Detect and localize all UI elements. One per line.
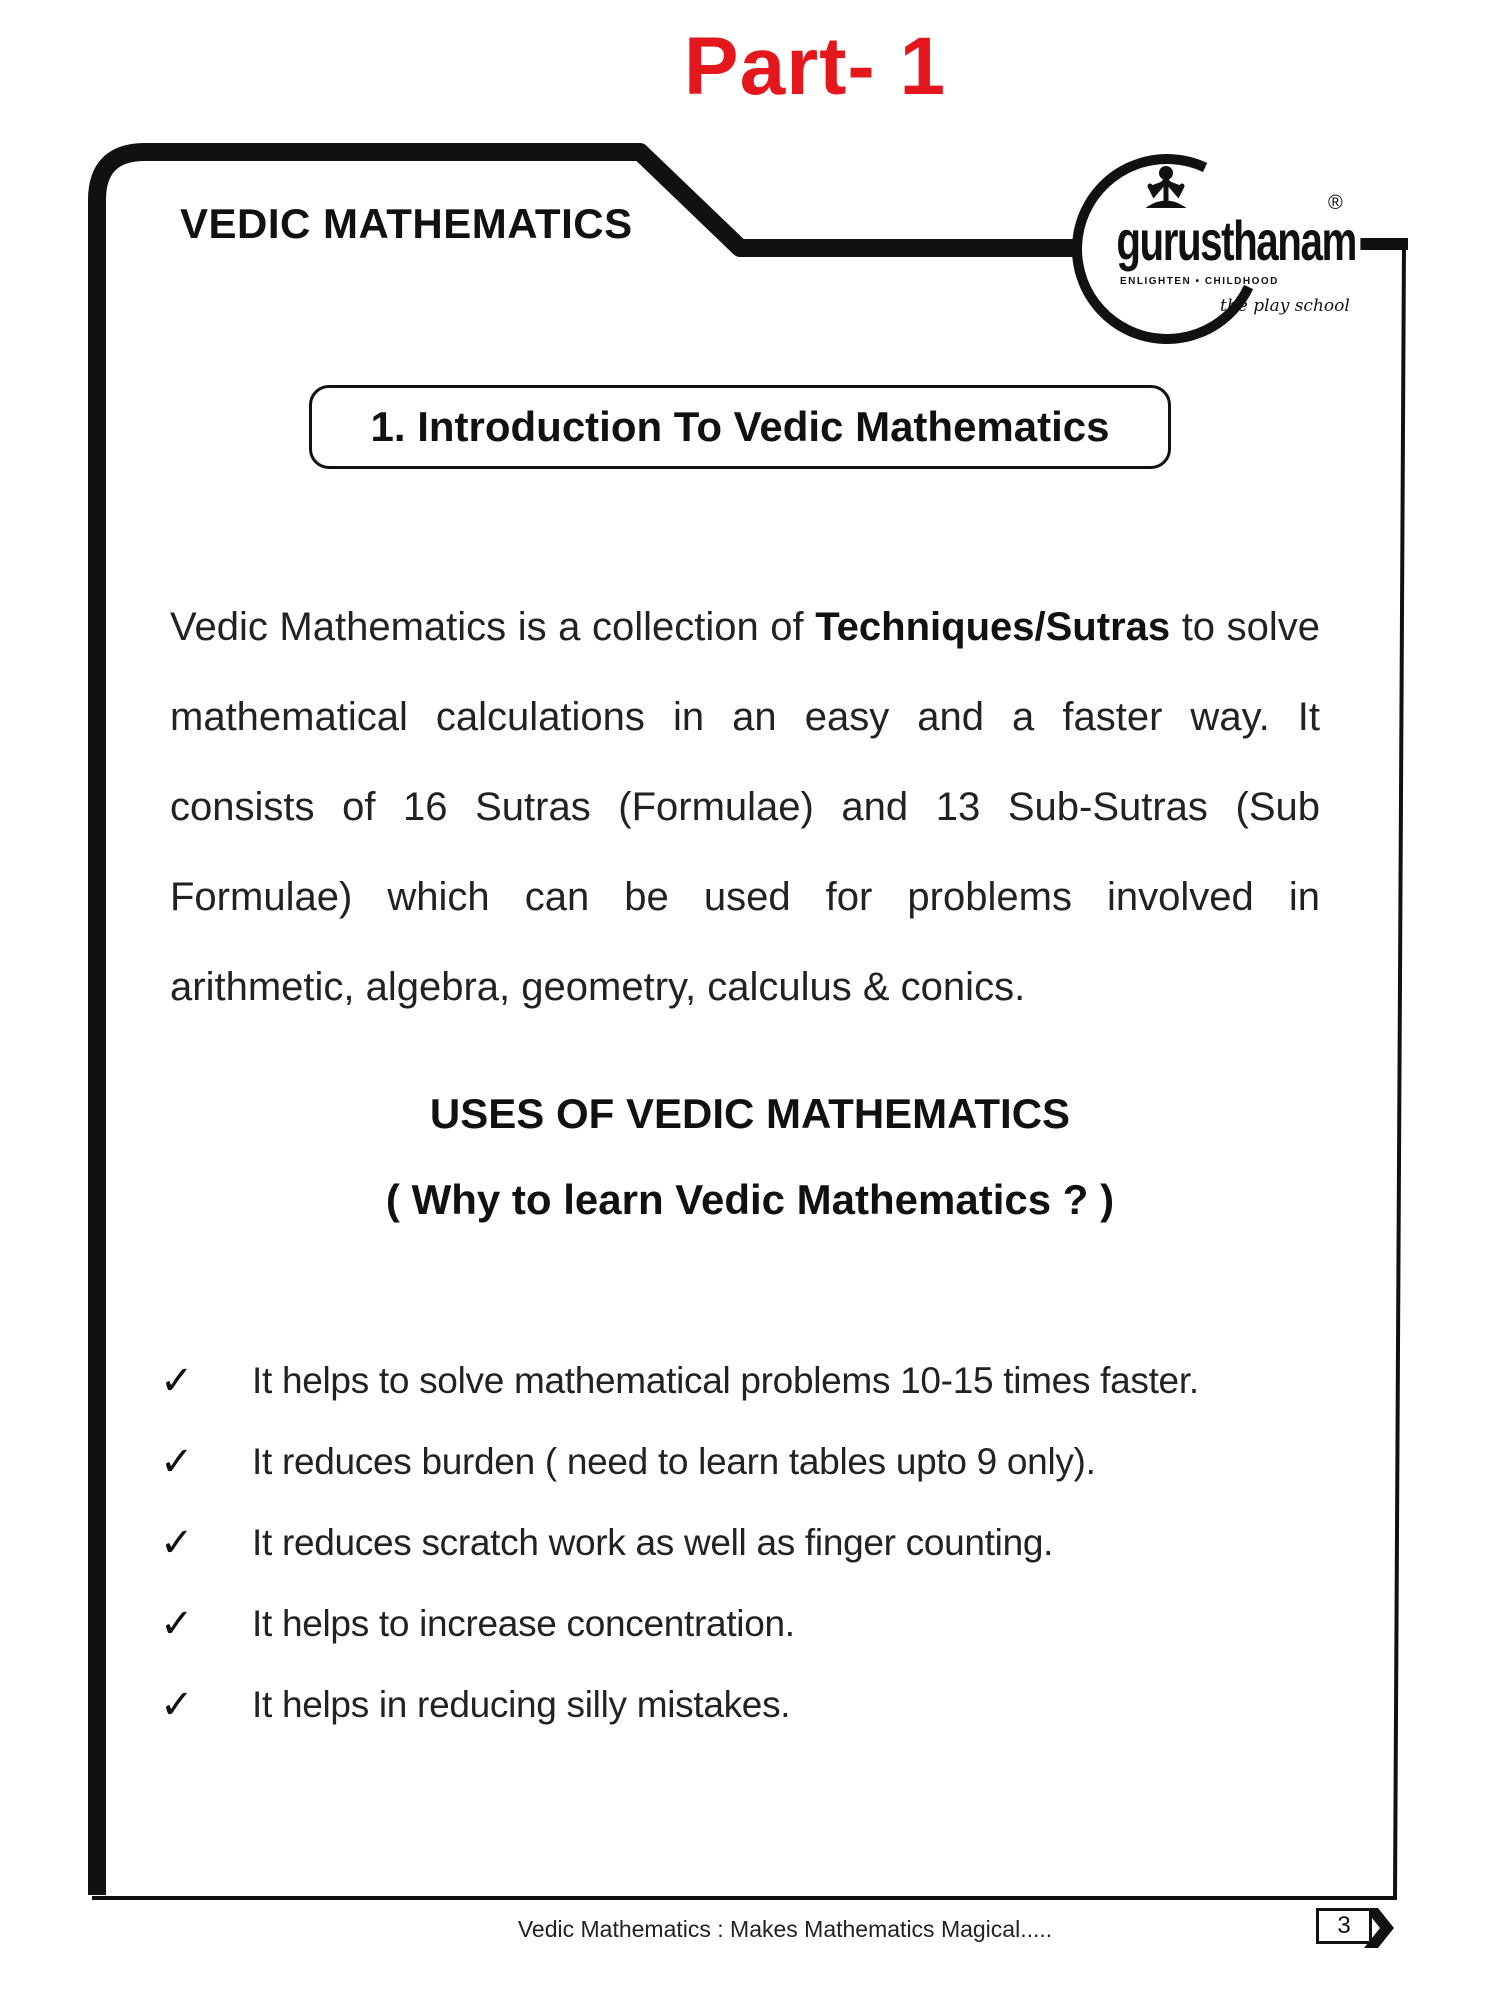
- intro-bold-term: Techniques/Sutras: [815, 605, 1171, 649]
- chapter-title-box: [309, 385, 1171, 469]
- footer-text: Vedic Mathematics : Makes Mathematics Magical.....: [517, 1916, 1053, 1942]
- benefit-text: It reduces scratch work as well as finger counting.: [252, 1521, 1054, 1563]
- list-item: [160, 1340, 1360, 1421]
- list-item: [160, 1583, 1360, 1664]
- gurusthanam-logo: [1060, 150, 1360, 350]
- section-heading: VEDIC MATHEMATICS: [180, 200, 633, 247]
- uses-title: USES OF VEDIC MATHEMATICS: [429, 1090, 1071, 1137]
- list-item: [160, 1502, 1360, 1583]
- check-icon: ✓: [160, 1519, 194, 1566]
- check-icon: ✓: [160, 1357, 194, 1404]
- check-icon: ✓: [160, 1438, 194, 1485]
- chapter-title: 1. Introduction To Vedic Mathematics: [370, 403, 1110, 450]
- list-item: [160, 1664, 1360, 1745]
- list-item: [160, 1421, 1360, 1502]
- check-icon: ✓: [160, 1681, 194, 1728]
- page-number-badge: [1316, 1906, 1396, 1954]
- benefit-text: It helps in reducing silly mistakes.: [252, 1683, 791, 1725]
- benefit-text: It reduces burden ( need to learn tables upto 9 only).: [252, 1440, 1096, 1482]
- benefits-list: [160, 1340, 1360, 1745]
- page-number: 3: [1316, 1908, 1372, 1944]
- check-icon: ✓: [160, 1600, 194, 1647]
- intro-text-after: to solve mathematical calculations in an easy and a faster way. It consists of 16 Sutras (Formulae) and 13 Sub-Sutras (Sub Formulae) which can be used for problems involved in arithmetic, algebra, geometry, calculus & conics.: [170, 605, 1320, 1009]
- benefit-text: It helps to increase concentration.: [252, 1602, 795, 1644]
- logo-tagline: ENLIGHTEN • CHILDHOOD: [1120, 276, 1279, 287]
- intro-text-before: Vedic Mathematics is a collection of: [170, 605, 816, 649]
- logo-subline: the play school: [1220, 296, 1350, 316]
- part-title: Part- 1: [683, 21, 947, 112]
- registered-mark: ®: [1328, 192, 1343, 214]
- logo-wordmark: gurusthanam: [1112, 208, 1360, 273]
- benefit-text: It helps to solve mathematical problems 10-15 times faster.: [252, 1359, 1199, 1401]
- intro-paragraph: [170, 582, 1320, 1032]
- uses-subtitle: ( Why to learn Vedic Mathematics ? ): [385, 1176, 1115, 1223]
